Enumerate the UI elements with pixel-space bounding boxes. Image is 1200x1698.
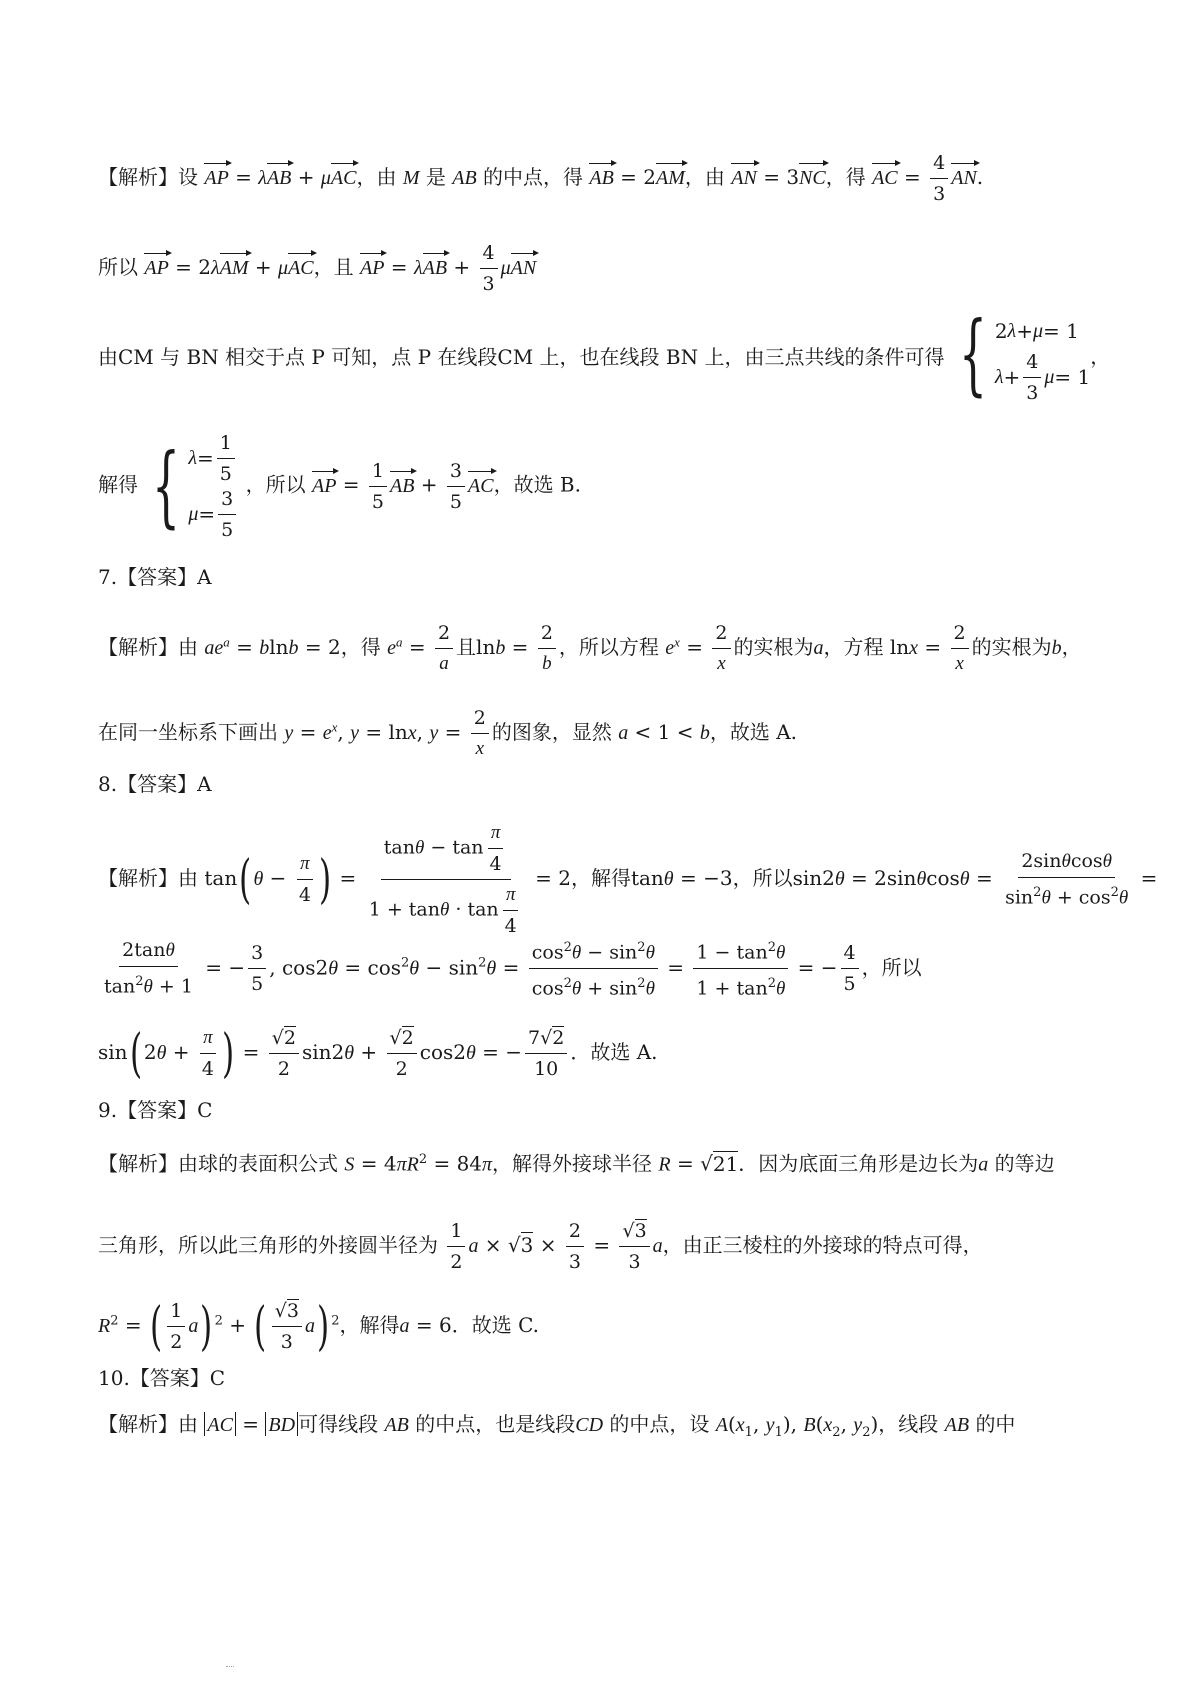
q6-analysis-line-4: 解得 { λ = 1 5 μ = 3 5 ，所以 AP = $\frac{1}{5}$ AB + $\frac{3}{5}$ AC，故选 B. bbox=[98, 431, 581, 541]
footer-dot bbox=[226, 1666, 234, 1669]
q8-analysis-line-1: 【解析】由 tan( θ − $\frac{\pi}{4}$ ) = tanθ − tan $\frac{\pi}{4}$ 1 + tanθ · tan $\frac{\pi}{4}$ = 2，解得tanθ = −3，所以sin2θ = 2sinθcosθ = $\frac{2\sin\theta\cos\theta}{\sin^2\theta + \cos^2\theta}$ = bbox=[98, 822, 1158, 937]
q10-analysis-line-1: 【解析】由 AC = BD 可得线段 AB 的中点，也是线段CD 的中点，设 $A(x_1$, $y_1$), $B(x_2$, $y_2$)，线段 AB 的中 bbox=[98, 1412, 1016, 1440]
q7-analysis-line-1: 【解析】由 $ae^a = blnb = 2$，得 $e^a$ = $\frac{2}{a}$ 且lnb = $\frac{2}{b}$ ，所以方程 $e^x$ = $\frac{2}{x}$ 的实根为a，方程 lnx = $\frac{2}{x}$ 的实根为b， bbox=[98, 622, 1082, 674]
q10-heading: 10.【答案】C bbox=[98, 1366, 226, 1390]
q9-analysis-line-2: 三角形，所以此三角形的外接圆半径为 $\frac{1}{2}$ a × √3 × $\frac{2}{3}$ = $\frac{√3}{3}$ a，由正三棱柱的外接球的特点可得， bbox=[98, 1220, 983, 1273]
q7-analysis-line-2: 在同一坐标系下画出 $y = e^x$, y = lnx, y = $\frac{2}{x}$ 的图象，显然 a < 1 < b，故选 A. bbox=[98, 707, 798, 759]
q9-analysis-line-3: $R^2$ = ( $\frac{1}{2}$ a) $^2$ + ( $\frac{√3}{3}$ a) $^2$，解得a = 6．故选 C. bbox=[98, 1296, 540, 1357]
q9-heading: 9.【答案】C bbox=[98, 1098, 213, 1122]
q6-analysis-line-3: 由CM 与 BN 相交于点 P 可知，点 P 在线段CM 上，也在线段 BN 上，由三点共线的条件可得 { 2 λ + μ = 1 λ + 4 3 μ = 1 ， bbox=[98, 302, 1111, 405]
q9-analysis-line-1: 【解析】由球的表面积公式 $S = 4\pi R^2 = 84\pi$，解得外接球半径 R = √21．因为底面三角形是边长为a 的等边 bbox=[98, 1151, 1055, 1176]
q6-analysis-line-1: 【解析】设 AP = λAB + μAC，由 M 是 AB 的中点，得 AB = 2AM，由 AN = 3NC，得 AC = $\frac{4}{3}$ AN. bbox=[98, 152, 984, 205]
q8-analysis-line-2: $\frac{2\tan\theta}{\tan^2\theta + 1}$ = − $\frac{3}{5}$ , $\cos 2\theta = \cos^2\theta - \sin^2\theta$ = $\frac{\cos^2\theta - \sin^2\theta}{\cos^2\theta + \sin^2\theta}$ = $\frac{1 - \tan^2\theta}{1 + \tan^2\theta}$ = − $\frac{4}{5}$ ，所以 bbox=[98, 935, 922, 1003]
q6-analysis-line-2: 所以 AP = 2λAM + μAC，且 AP = λAB + $\frac{4}{3}$ μAN bbox=[98, 242, 537, 295]
analysis-label: 【解析】 bbox=[98, 165, 178, 189]
q8-analysis-line-3: sin( 2θ + $\frac{\pi}{4}$ ) = $\frac{√2}{2}$ sin2θ + $\frac{√2}{2}$ cos2θ = − $\frac{7√2}{10}$ ．故选 A. bbox=[98, 1023, 658, 1084]
q7-heading: 7.【答案】A bbox=[98, 565, 212, 589]
q8-heading: 8.【答案】A bbox=[98, 772, 212, 796]
